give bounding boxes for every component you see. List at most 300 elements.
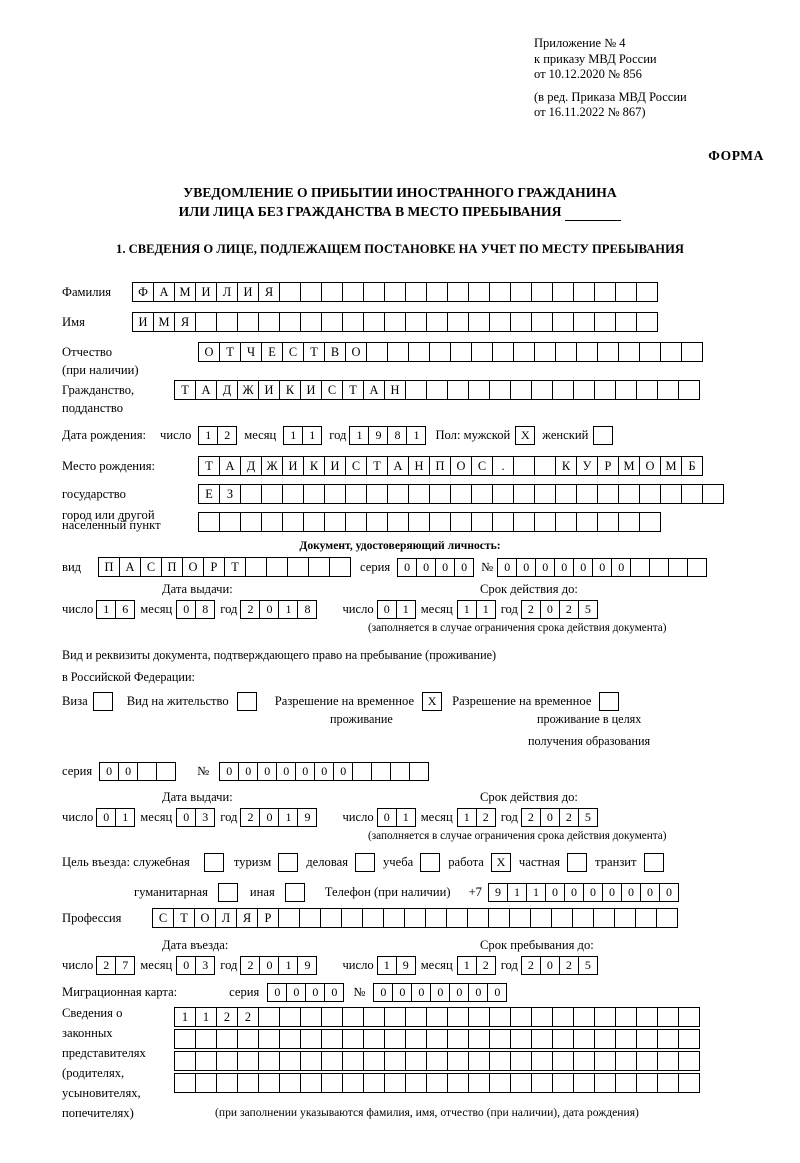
form-cell[interactable]: 0 — [487, 983, 507, 1002]
form-cell[interactable] — [384, 1029, 406, 1049]
form-cell[interactable] — [174, 1051, 196, 1071]
form-cell[interactable] — [489, 1073, 511, 1093]
form-cell[interactable] — [345, 484, 367, 504]
form-cell[interactable] — [657, 1051, 679, 1071]
form-cell[interactable] — [216, 1029, 238, 1049]
form-cell[interactable]: А — [363, 380, 385, 400]
form-cell[interactable]: 2 — [240, 600, 260, 619]
purpose-tourism-checkbox[interactable] — [278, 853, 298, 872]
form-cell[interactable] — [408, 342, 430, 362]
form-cell[interactable]: 0 — [176, 956, 196, 975]
form-cell[interactable] — [510, 282, 532, 302]
form-cell[interactable]: А — [387, 456, 409, 476]
form-cell[interactable] — [615, 282, 637, 302]
form-cell[interactable]: 2 — [521, 600, 541, 619]
form-cell[interactable]: 1 — [278, 808, 298, 827]
form-cell[interactable]: 0 — [286, 983, 306, 1002]
form-cell[interactable] — [408, 484, 430, 504]
form-cell[interactable] — [618, 342, 640, 362]
form-cell[interactable] — [678, 380, 700, 400]
form-cell[interactable] — [384, 312, 406, 332]
form-cell[interactable]: 0 — [435, 558, 455, 577]
form-cell[interactable]: 0 — [545, 883, 565, 902]
form-cell[interactable] — [615, 1029, 637, 1049]
form-cell[interactable] — [531, 1029, 553, 1049]
form-cell[interactable] — [258, 1007, 280, 1027]
form-cell[interactable]: 0 — [397, 558, 417, 577]
form-cell[interactable]: А — [119, 557, 141, 577]
form-cell[interactable] — [489, 1051, 511, 1071]
form-cell[interactable] — [366, 342, 388, 362]
form-cell[interactable] — [492, 484, 514, 504]
identity-valid-day-input[interactable] — [377, 600, 415, 619]
form-cell[interactable] — [282, 512, 304, 532]
form-cell[interactable] — [489, 1007, 511, 1027]
form-cell[interactable] — [534, 512, 556, 532]
form-cell[interactable] — [216, 1073, 238, 1093]
form-cell[interactable]: 0 — [295, 762, 315, 781]
form-cell[interactable] — [342, 1007, 364, 1027]
permit-valid-month-input[interactable] — [457, 808, 495, 827]
form-cell[interactable] — [531, 1073, 553, 1093]
form-cell[interactable]: 1 — [278, 600, 298, 619]
form-cell[interactable] — [573, 1029, 595, 1049]
form-cell[interactable] — [245, 557, 267, 577]
stay-year-input[interactable] — [521, 956, 597, 975]
form-cell[interactable]: С — [282, 342, 304, 362]
form-cell[interactable] — [258, 1051, 280, 1071]
form-cell[interactable] — [576, 484, 598, 504]
identity-valid-year-input[interactable] — [521, 600, 597, 619]
form-cell[interactable] — [510, 1007, 532, 1027]
form-cell[interactable]: И — [195, 282, 217, 302]
form-cell[interactable]: Н — [384, 380, 406, 400]
form-cell[interactable]: С — [471, 456, 493, 476]
form-cell[interactable] — [300, 1073, 322, 1093]
form-cell[interactable]: 0 — [416, 558, 436, 577]
form-cell[interactable] — [509, 908, 531, 928]
form-cell[interactable] — [426, 1073, 448, 1093]
form-cell[interactable] — [447, 312, 469, 332]
form-cell[interactable]: 3 — [195, 956, 215, 975]
form-cell[interactable] — [488, 908, 510, 928]
form-cell[interactable]: 0 — [516, 558, 536, 577]
form-cell[interactable]: 1 — [396, 600, 416, 619]
form-cell[interactable]: 0 — [573, 558, 593, 577]
form-cell[interactable] — [174, 1073, 196, 1093]
form-cell[interactable] — [636, 282, 658, 302]
form-cell[interactable] — [384, 1007, 406, 1027]
form-cell[interactable] — [660, 484, 682, 504]
form-cell[interactable]: 0 — [373, 983, 393, 1002]
form-cell[interactable] — [555, 512, 577, 532]
form-cell[interactable] — [636, 380, 658, 400]
form-cell[interactable] — [678, 1073, 700, 1093]
form-cell[interactable] — [510, 1029, 532, 1049]
form-cell[interactable]: 2 — [559, 808, 579, 827]
form-cell[interactable] — [446, 908, 468, 928]
form-cell[interactable] — [342, 312, 364, 332]
form-cell[interactable] — [552, 312, 574, 332]
form-cell[interactable] — [321, 312, 343, 332]
form-cell[interactable]: 1 — [198, 426, 218, 445]
form-cell[interactable] — [597, 484, 619, 504]
form-cell[interactable] — [450, 512, 472, 532]
form-cell[interactable]: Т — [224, 557, 246, 577]
form-cell[interactable] — [594, 1007, 616, 1027]
form-cell[interactable] — [513, 484, 535, 504]
form-cell[interactable] — [573, 1051, 595, 1071]
form-cell[interactable] — [594, 1073, 616, 1093]
form-cell[interactable]: М — [660, 456, 682, 476]
temp-permit-checkbox[interactable]: Х — [422, 692, 442, 711]
form-cell[interactable]: 0 — [96, 808, 116, 827]
form-cell[interactable] — [426, 312, 448, 332]
permit-number-input[interactable] — [219, 762, 428, 781]
form-cell[interactable] — [216, 1051, 238, 1071]
form-cell[interactable] — [510, 312, 532, 332]
form-cell[interactable] — [405, 282, 427, 302]
form-cell[interactable] — [615, 312, 637, 332]
form-cell[interactable] — [363, 1051, 385, 1071]
form-cell[interactable] — [387, 342, 409, 362]
form-cell[interactable]: 0 — [583, 883, 603, 902]
form-cell[interactable]: Б — [681, 456, 703, 476]
form-cell[interactable] — [266, 557, 288, 577]
form-cell[interactable] — [513, 456, 535, 476]
form-cell[interactable]: 1 — [457, 956, 477, 975]
form-cell[interactable]: 1 — [283, 426, 303, 445]
form-cell[interactable]: Ч — [240, 342, 262, 362]
form-cell[interactable]: И — [300, 380, 322, 400]
form-cell[interactable]: 2 — [521, 956, 541, 975]
form-cell[interactable]: Р — [203, 557, 225, 577]
form-cell[interactable]: О — [194, 908, 216, 928]
form-cell[interactable] — [237, 312, 259, 332]
form-cell[interactable] — [531, 1007, 553, 1027]
form-cell[interactable]: 0 — [267, 983, 287, 1002]
permit-series-input[interactable] — [99, 762, 175, 781]
form-cell[interactable] — [552, 380, 574, 400]
form-cell[interactable] — [639, 512, 661, 532]
form-cell[interactable] — [489, 282, 511, 302]
form-cell[interactable] — [258, 1029, 280, 1049]
form-cell[interactable] — [471, 342, 493, 362]
form-cell[interactable] — [573, 282, 595, 302]
citizenship-input[interactable] — [174, 380, 699, 400]
form-cell[interactable]: 8 — [297, 600, 317, 619]
form-cell[interactable] — [530, 908, 552, 928]
form-cell[interactable]: 0 — [238, 762, 258, 781]
form-cell[interactable]: 1 — [526, 883, 546, 902]
form-cell[interactable] — [657, 1007, 679, 1027]
form-cell[interactable]: 0 — [564, 883, 584, 902]
form-cell[interactable] — [426, 1051, 448, 1071]
form-cell[interactable] — [636, 1029, 658, 1049]
form-cell[interactable]: 0 — [540, 808, 560, 827]
purpose-study-checkbox[interactable] — [420, 853, 440, 872]
form-cell[interactable] — [258, 312, 280, 332]
form-cell[interactable]: 1 — [476, 600, 496, 619]
form-cell[interactable] — [447, 1051, 469, 1071]
form-cell[interactable] — [531, 282, 553, 302]
form-cell[interactable] — [371, 762, 391, 781]
form-cell[interactable]: 2 — [217, 426, 237, 445]
form-cell[interactable]: О — [198, 342, 220, 362]
entry-month-input[interactable] — [176, 956, 214, 975]
form-cell[interactable] — [321, 282, 343, 302]
purpose-service-checkbox[interactable] — [204, 853, 224, 872]
purpose-humanitarian-checkbox[interactable] — [218, 883, 238, 902]
form-cell[interactable]: И — [258, 380, 280, 400]
form-cell[interactable]: 0 — [314, 762, 334, 781]
form-cell[interactable] — [573, 1007, 595, 1027]
form-cell[interactable]: 5 — [578, 600, 598, 619]
form-cell[interactable]: Ж — [261, 456, 283, 476]
form-cell[interactable]: М — [153, 312, 175, 332]
purpose-other-checkbox[interactable] — [285, 883, 305, 902]
form-cell[interactable]: 0 — [259, 956, 279, 975]
form-cell[interactable]: А — [153, 282, 175, 302]
form-cell[interactable] — [329, 557, 351, 577]
form-cell[interactable]: 2 — [237, 1007, 259, 1027]
form-cell[interactable]: У — [576, 456, 598, 476]
form-cell[interactable] — [576, 512, 598, 532]
form-cell[interactable] — [468, 1007, 490, 1027]
form-cell[interactable] — [447, 282, 469, 302]
form-cell[interactable]: . — [492, 456, 514, 476]
form-cell[interactable]: В — [324, 342, 346, 362]
birthplace-line3-input[interactable] — [198, 512, 660, 532]
form-cell[interactable]: 8 — [387, 426, 407, 445]
form-cell[interactable]: 2 — [216, 1007, 238, 1027]
form-cell[interactable]: 0 — [621, 883, 641, 902]
form-cell[interactable] — [426, 282, 448, 302]
form-cell[interactable]: 0 — [276, 762, 296, 781]
form-cell[interactable] — [261, 484, 283, 504]
form-cell[interactable] — [636, 1007, 658, 1027]
form-cell[interactable] — [279, 312, 301, 332]
form-cell[interactable] — [341, 908, 363, 928]
form-cell[interactable]: И — [237, 282, 259, 302]
form-cell[interactable]: 1 — [195, 1007, 217, 1027]
birth-month-input[interactable] — [283, 426, 321, 445]
form-cell[interactable] — [450, 484, 472, 504]
form-cell[interactable] — [195, 1051, 217, 1071]
form-cell[interactable]: 0 — [592, 558, 612, 577]
form-cell[interactable] — [342, 282, 364, 302]
form-cell[interactable] — [303, 484, 325, 504]
form-cell[interactable]: 0 — [554, 558, 574, 577]
form-cell[interactable] — [363, 1007, 385, 1027]
form-cell[interactable] — [366, 484, 388, 504]
form-cell[interactable]: 1 — [507, 883, 527, 902]
form-cell[interactable] — [551, 908, 573, 928]
form-cell[interactable]: 2 — [96, 956, 116, 975]
form-cell[interactable]: 0 — [259, 808, 279, 827]
form-cell[interactable] — [345, 512, 367, 532]
form-cell[interactable] — [678, 1007, 700, 1027]
sex-male-checkbox[interactable]: Х — [515, 426, 535, 445]
form-cell[interactable] — [615, 380, 637, 400]
form-cell[interactable] — [195, 1073, 217, 1093]
form-cell[interactable] — [552, 1007, 574, 1027]
form-cell[interactable]: Е — [261, 342, 283, 362]
form-cell[interactable]: 2 — [521, 808, 541, 827]
form-cell[interactable] — [597, 342, 619, 362]
form-cell[interactable]: 7 — [115, 956, 135, 975]
form-cell[interactable]: С — [345, 456, 367, 476]
form-cell[interactable] — [342, 1029, 364, 1049]
form-cell[interactable]: Н — [408, 456, 430, 476]
form-cell[interactable] — [573, 1073, 595, 1093]
form-cell[interactable]: А — [219, 456, 241, 476]
form-cell[interactable] — [195, 312, 217, 332]
form-cell[interactable] — [513, 342, 535, 362]
form-cell[interactable] — [678, 1051, 700, 1071]
form-cell[interactable] — [639, 484, 661, 504]
form-cell[interactable] — [426, 380, 448, 400]
form-cell[interactable] — [324, 512, 346, 532]
form-cell[interactable] — [219, 512, 241, 532]
sex-female-checkbox[interactable] — [593, 426, 613, 445]
form-cell[interactable] — [531, 1051, 553, 1071]
form-cell[interactable] — [657, 1029, 679, 1049]
form-cell[interactable] — [300, 1051, 322, 1071]
form-cell[interactable]: 1 — [115, 808, 135, 827]
form-cell[interactable]: 0 — [640, 883, 660, 902]
form-cell[interactable]: Т — [366, 456, 388, 476]
form-cell[interactable] — [555, 342, 577, 362]
form-cell[interactable] — [240, 512, 262, 532]
form-cell[interactable] — [668, 558, 688, 577]
form-cell[interactable] — [174, 1029, 196, 1049]
form-cell[interactable] — [261, 512, 283, 532]
form-cell[interactable]: 0 — [392, 983, 412, 1002]
form-cell[interactable] — [657, 380, 679, 400]
form-cell[interactable] — [702, 484, 724, 504]
form-cell[interactable] — [362, 908, 384, 928]
form-cell[interactable]: 1 — [302, 426, 322, 445]
form-cell[interactable] — [321, 1007, 343, 1027]
form-cell[interactable]: 0 — [535, 558, 555, 577]
form-cell[interactable] — [426, 1007, 448, 1027]
birth-year-input[interactable] — [349, 426, 425, 445]
form-cell[interactable]: 9 — [368, 426, 388, 445]
form-cell[interactable] — [390, 762, 410, 781]
form-cell[interactable] — [282, 484, 304, 504]
form-cell[interactable]: 2 — [476, 956, 496, 975]
entry-day-input[interactable] — [96, 956, 134, 975]
patronymic-input[interactable] — [198, 342, 702, 362]
form-cell[interactable] — [279, 1029, 301, 1049]
form-cell[interactable] — [278, 908, 300, 928]
form-cell[interactable] — [425, 908, 447, 928]
form-cell[interactable] — [656, 908, 678, 928]
form-cell[interactable] — [657, 1073, 679, 1093]
form-cell[interactable] — [471, 484, 493, 504]
purpose-transit-checkbox[interactable] — [644, 853, 664, 872]
form-cell[interactable] — [137, 762, 157, 781]
form-cell[interactable] — [681, 342, 703, 362]
form-cell[interactable]: И — [282, 456, 304, 476]
form-cell[interactable]: 0 — [118, 762, 138, 781]
form-cell[interactable] — [447, 1029, 469, 1049]
form-cell[interactable] — [237, 1029, 259, 1049]
form-cell[interactable] — [308, 557, 330, 577]
form-cell[interactable] — [552, 1029, 574, 1049]
form-cell[interactable] — [216, 312, 238, 332]
form-cell[interactable]: М — [618, 456, 640, 476]
form-cell[interactable] — [468, 1029, 490, 1049]
form-cell[interactable] — [342, 1051, 364, 1071]
form-cell[interactable]: 1 — [377, 956, 397, 975]
form-cell[interactable] — [405, 380, 427, 400]
profession-input[interactable] — [152, 908, 677, 928]
form-cell[interactable]: 3 — [195, 808, 215, 827]
form-cell[interactable]: Л — [215, 908, 237, 928]
form-cell[interactable]: 5 — [578, 956, 598, 975]
form-cell[interactable] — [636, 312, 658, 332]
form-cell[interactable] — [387, 512, 409, 532]
form-cell[interactable] — [597, 512, 619, 532]
form-cell[interactable] — [552, 1073, 574, 1093]
form-cell[interactable] — [615, 1073, 637, 1093]
form-cell[interactable]: 1 — [96, 600, 116, 619]
form-cell[interactable]: Т — [219, 342, 241, 362]
form-cell[interactable]: 0 — [430, 983, 450, 1002]
form-cell[interactable]: 0 — [259, 600, 279, 619]
form-cell[interactable]: С — [321, 380, 343, 400]
form-cell[interactable]: Д — [240, 456, 262, 476]
form-cell[interactable] — [471, 512, 493, 532]
form-cell[interactable] — [300, 1007, 322, 1027]
migration-series-input[interactable] — [267, 983, 343, 1002]
form-cell[interactable] — [156, 762, 176, 781]
form-cell[interactable] — [467, 908, 489, 928]
name-input[interactable] — [132, 312, 657, 332]
form-cell[interactable]: 0 — [176, 808, 196, 827]
form-cell[interactable] — [510, 1073, 532, 1093]
form-cell[interactable]: Я — [174, 312, 196, 332]
form-cell[interactable] — [404, 908, 426, 928]
form-cell[interactable] — [383, 908, 405, 928]
form-cell[interactable] — [573, 380, 595, 400]
permit-issue-month-input[interactable] — [176, 808, 214, 827]
form-cell[interactable]: Т — [173, 908, 195, 928]
form-cell[interactable]: 9 — [488, 883, 508, 902]
form-cell[interactable]: К — [279, 380, 301, 400]
form-cell[interactable]: А — [195, 380, 217, 400]
form-cell[interactable]: О — [450, 456, 472, 476]
form-cell[interactable] — [408, 512, 430, 532]
entry-year-input[interactable] — [240, 956, 316, 975]
form-cell[interactable] — [447, 1073, 469, 1093]
form-cell[interactable]: 1 — [349, 426, 369, 445]
form-cell[interactable] — [426, 1029, 448, 1049]
form-cell[interactable] — [279, 1051, 301, 1071]
identity-kind-input[interactable] — [98, 557, 350, 577]
form-cell[interactable] — [468, 1073, 490, 1093]
form-cell[interactable] — [687, 558, 707, 577]
form-cell[interactable] — [660, 342, 682, 362]
form-cell[interactable] — [303, 512, 325, 532]
form-cell[interactable]: К — [555, 456, 577, 476]
form-cell[interactable]: 1 — [457, 600, 477, 619]
form-cell[interactable] — [405, 1073, 427, 1093]
form-cell[interactable]: 0 — [449, 983, 469, 1002]
form-cell[interactable]: 2 — [476, 808, 496, 827]
